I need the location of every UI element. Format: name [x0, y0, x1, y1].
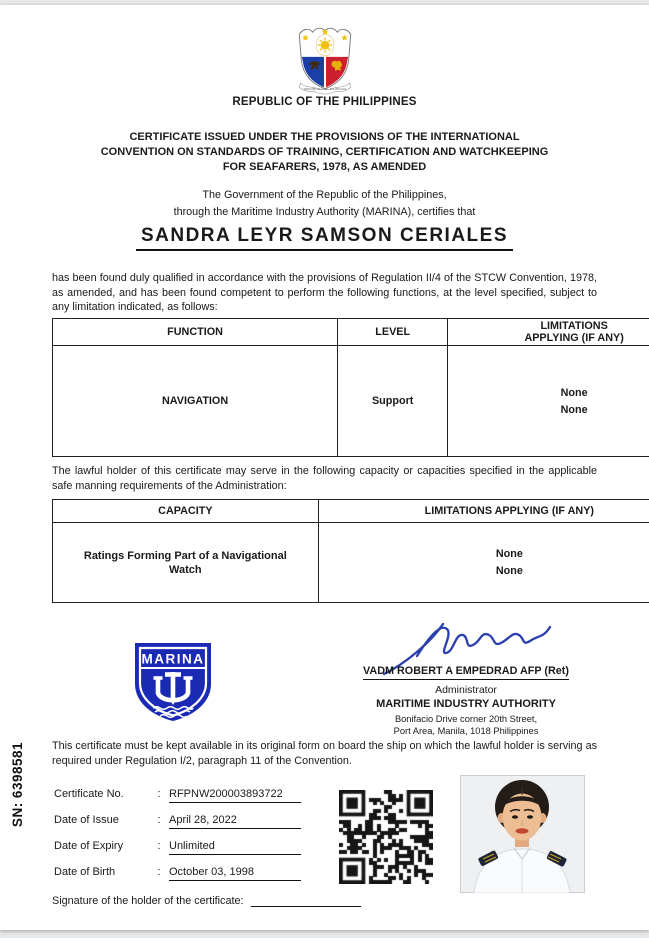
detail-row-date-of-birth: Date of Birth : October 03, 1998	[54, 866, 301, 892]
date-of-expiry-value: Unlimited	[169, 840, 301, 855]
serial-number: SN: 6398581	[10, 742, 25, 828]
holder-signature-label: Signature of the holder of the certificate:	[52, 895, 244, 907]
function-table-row	[53, 346, 649, 457]
function-limitations-cell: None None	[448, 346, 649, 457]
certificate-title-line3: FOR SEAFARERS, 1978, AS AMENDED	[222, 161, 427, 173]
issuer-line2: through the Maritime Industry Authority (MARINA), certifies that	[173, 206, 476, 218]
signatory-agency: MARITIME INDUSTRY AUTHORITY	[376, 698, 556, 710]
capacity-table-header-limitations: LIMITATIONS APPLYING (IF ANY)	[318, 500, 649, 523]
certificate-title-line2: CONVENTION ON STANDARDS OF TRAINING, CERTIFICATION AND WATCHKEEPING	[100, 146, 549, 158]
capacity-limitations-cell: None None	[318, 523, 649, 603]
qr-code	[339, 790, 433, 884]
certificate-details	[54, 788, 301, 892]
marina-logo-text: MARINA	[141, 651, 205, 667]
certificate-page	[0, 5, 649, 930]
detail-row-date-of-expiry: Date of Expiry : Unlimited	[54, 840, 301, 866]
holder-signature-row	[52, 893, 597, 907]
qualification-paragraph: has been found duly qualified in accordance with the provisions of Regulation II/4 of the STCW Convention, 1978, as amended, and has been found competent to perform the following functions, at the level specified, subject to any limitation indicated, as follows:	[52, 272, 597, 313]
certificate-details-section	[52, 773, 597, 901]
capacity-paragraph: The lawful holder of this certificate may serve in the following capacity or capacities specified in the applicable safe manning requirements of the Administration:	[52, 465, 597, 492]
detail-row-date-of-issue: Date of Issue : April 28, 2022	[54, 814, 301, 840]
holder-photo	[460, 775, 585, 893]
date-of-issue-value: April 28, 2022	[169, 814, 301, 829]
capacity-table-header-capacity: CAPACITY	[53, 500, 319, 523]
agency-address: Bonifacio Drive corner 20th Street, Port Area, Manila, 1018 Philippines	[393, 714, 539, 736]
function-table-header-limitations: LIMITATIONS APPLYING (IF ANY)	[448, 319, 649, 346]
function-table-header-function: FUNCTION	[53, 319, 338, 346]
function-table	[52, 318, 649, 457]
signatory-position: Administrator	[435, 684, 497, 696]
certificate-number-value: RFPNW200003893722	[169, 788, 301, 803]
holder-name: SANDRA LEYR SAMSON CERIALES	[52, 225, 597, 251]
holder-signature-line	[251, 893, 361, 907]
function-table-header-level: LEVEL	[338, 319, 448, 346]
certificate-title	[52, 130, 597, 175]
seal-banner-text: REPUBLIKA NG PILIPINAS	[303, 87, 346, 92]
authority-section	[52, 620, 597, 738]
certificate-title-line1: CERTIFICATE ISSUED UNDER THE PROVISIONS OF THE INTERNATIONAL	[129, 131, 520, 143]
country-header: REPUBLIC OF THE PHILIPPINES	[232, 96, 417, 108]
marina-logo-icon	[130, 638, 216, 724]
issuer-line1: The Government of the Republic of the Philippines,	[202, 189, 447, 201]
signatory-name: VADM ROBERT A EMPEDRAD AFP (Ret)	[363, 665, 569, 680]
capacity-table-row	[53, 523, 649, 603]
issuer-statement	[52, 187, 597, 221]
signatory-block	[333, 620, 599, 737]
detail-row-certificate-no: Certificate No. : RFPNW200003893722	[54, 788, 301, 814]
philippine-coat-of-arms-icon	[292, 25, 358, 95]
capacity-cell: Ratings Forming Part of a Navigational Watch	[53, 523, 319, 603]
retention-paragraph: This certificate must be kept available in its original form on board the ship on which the lawful holder is serving as required under Regulation I/2, paragraph 11 of the Convention.	[52, 740, 597, 767]
date-of-birth-value: October 03, 1998	[169, 866, 301, 881]
function-cell: NAVIGATION	[53, 346, 338, 457]
seal-section	[52, 25, 597, 100]
level-cell: Support	[338, 346, 448, 457]
capacity-table	[52, 499, 649, 603]
